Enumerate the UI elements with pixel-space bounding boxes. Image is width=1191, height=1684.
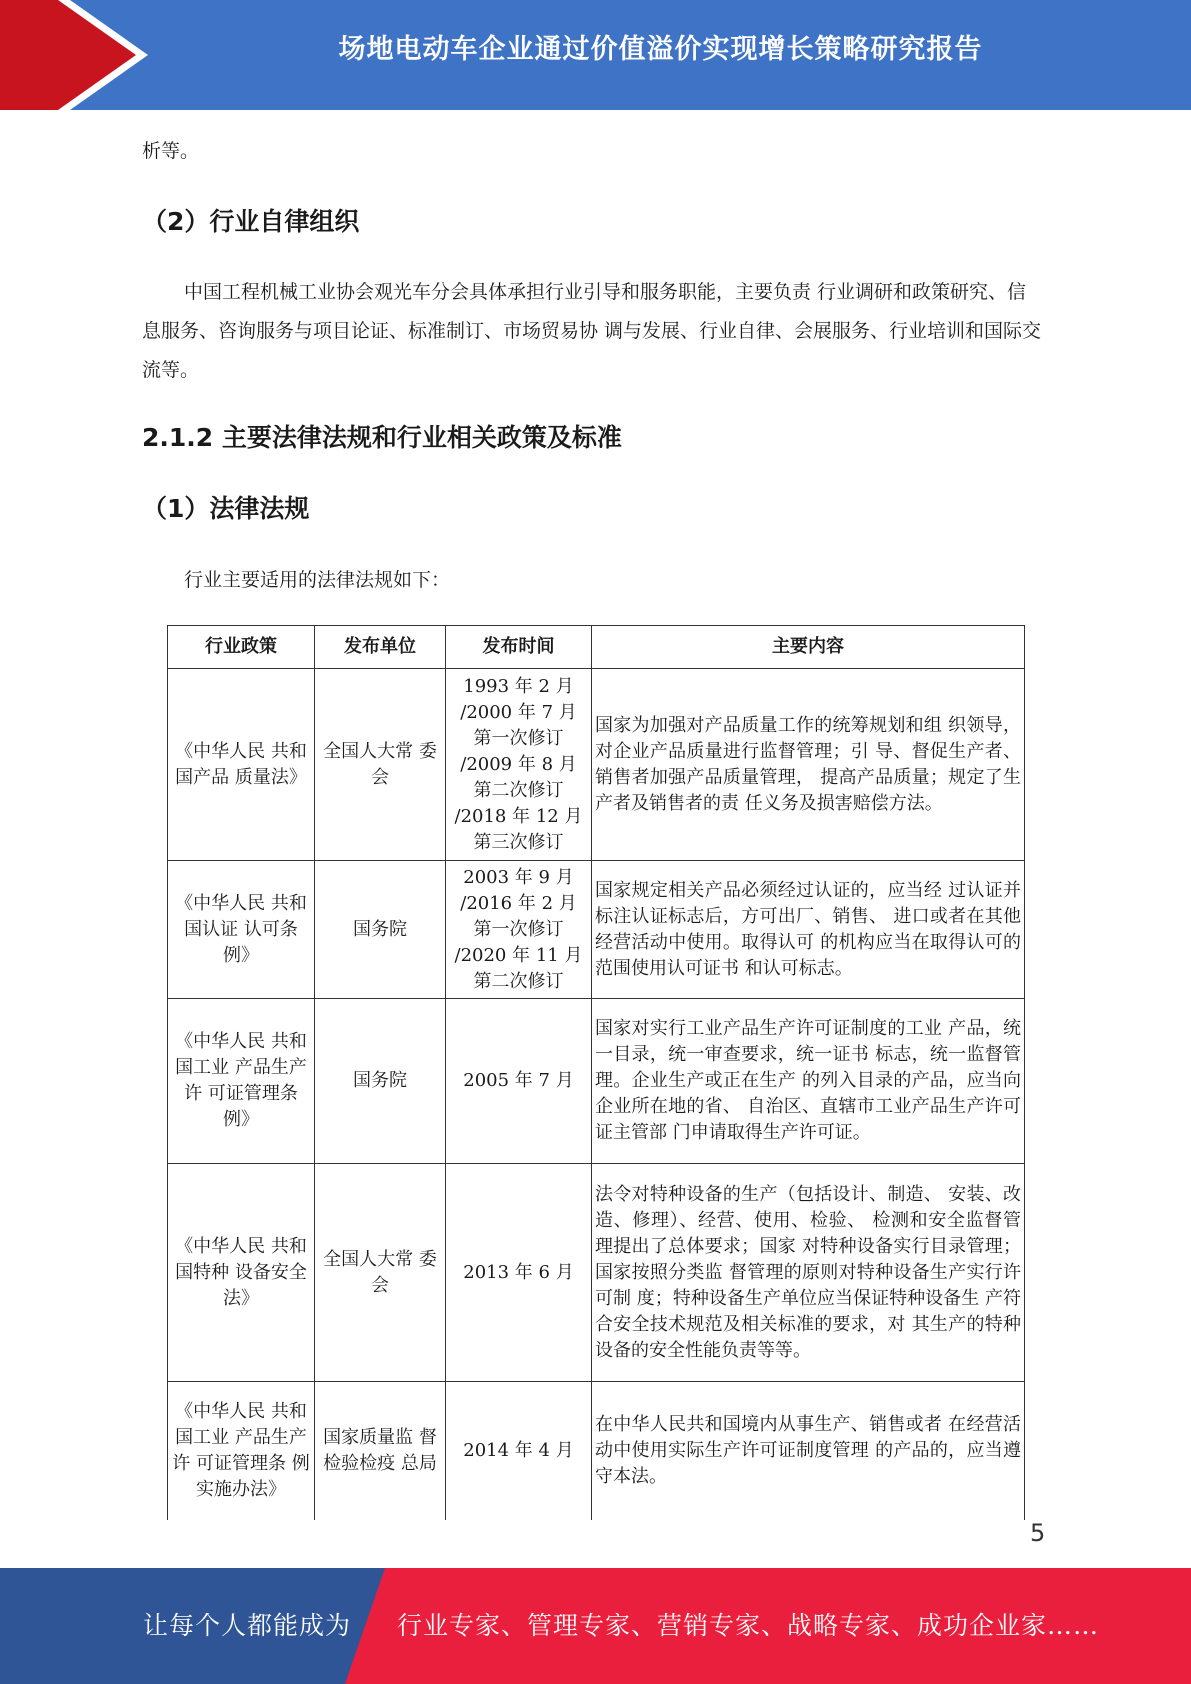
cell-date: 2003 年 9 月 /2016 年 2 月 第一次修订 /2020 年 11 月 第二次修订 <box>446 861 592 999</box>
cell-content: 国家对实行工业产品生产许可证制度的工业 产品，统一目录，统一审查要求，统一证书 标志，统一监督管理。企业生产或正在生产 的列入目录的产品，应当向企业所在地的省、 自治区、直辖市工业产品生产许可证主管部 门申请取得生产许可证。 <box>592 999 1025 1164</box>
heading-self-regulation: （2）行业自律组织 <box>142 207 360 236</box>
self-regulation-paragraph: 中国工程机械工业协会观光车分会具体承担行业引导和服务职能，主要负责 行业调研和政策研究、信息服务、咨询服务与项目论证、标准制订、市场贸易协 调与发展、行业自律、会展服务、行业培训和国际交流等。 <box>142 281 1042 381</box>
cell-date: 2005 年 7 月 <box>446 999 592 1164</box>
footer-slogan-left: 让每个人都能成为 <box>143 1611 352 1640</box>
cell-issuer: 国务院 <box>315 999 446 1164</box>
table-row <box>168 999 1025 1164</box>
cell-issuer: 全国人大常 委会 <box>315 1164 446 1382</box>
page-number: 5 <box>1030 1519 1046 1547</box>
intro-tail-text: 析等。 <box>142 140 200 162</box>
cell-issuer: 国家质量监 督检验检疫 总局 <box>315 1382 446 1520</box>
cell-content: 国家为加强对产品质量工作的统筹规划和组 织领导，对企业产品质量进行监督管理；引 导、督促生产者、销售者加强产品质量管理， 提高产品质量；规定了生产者及销售者的责 任义务及损害赔偿方法。 <box>592 669 1025 861</box>
cell-date: 2014 年 4 月 <box>446 1382 592 1520</box>
table-row <box>168 1382 1025 1520</box>
cell-policy: 《中华人民 共和国工业 产品生产许 可证管理条 例》 <box>168 999 315 1164</box>
cell-content: 国家规定相关产品必须经过认证的，应当经 过认证并标注认证标志后，方可出厂、销售、 进口或者在其他经营活动中使用。取得认可 的机构应当在取得认可的范围使用认可证书 和认可标志。 <box>592 861 1025 999</box>
column-header-content: 主要内容 <box>592 626 1025 669</box>
cell-date: 1993 年 2 月 /2000 年 7 月 第一次修订 /2009 年 8 月 第二次修订 /2018 年 12 月 第三次修订 <box>446 669 592 861</box>
table-row <box>168 669 1025 861</box>
cell-issuer: 全国人大常 委会 <box>315 669 446 861</box>
laws-intro-text: 行业主要适用的法律法规如下： <box>184 569 451 591</box>
table-row <box>168 1164 1025 1382</box>
cell-content: 法令对特种设备的生产（包括设计、制造、 安装、改造、修理）、经营、使用、检验、 检测和安全监督管理提出了总体要求；国家 对特种设备实行目录管理；国家按照分类监 督管理的原则对特种设备生产实行许可制 度；特种设备生产单位应当保证特种设备生 产符合安全技术规范及相关标准的要求，对 其生产的特种设备的安全性能负责等等。 <box>592 1164 1025 1382</box>
column-header-policy: 行业政策 <box>168 626 315 669</box>
column-header-issuer: 发布单位 <box>315 626 446 669</box>
cell-date: 2013 年 6 月 <box>446 1164 592 1382</box>
cell-policy: 《中华人民 共和国工业 产品生产许 可证管理条 例实施办法》 <box>168 1382 315 1520</box>
table-header-row <box>168 626 1025 669</box>
chevron-logo-icon <box>0 0 160 110</box>
cell-policy: 《中华人民 共和国产品 质量法》 <box>168 669 315 861</box>
column-header-date: 发布时间 <box>446 626 592 669</box>
page-footer <box>0 1568 1191 1684</box>
footer-slogan-right: 行业专家、管理专家、营销专家、战略专家、成功企业家…… <box>397 1611 1100 1640</box>
cell-policy: 《中华人民 共和国认证 认可条例》 <box>168 861 315 999</box>
cell-content: 在中华人民共和国境内从事生产、销售或者 在经营活动中使用实际生产许可证制度管理 的产品的，应当遵守本法。 <box>592 1382 1025 1520</box>
cell-policy: 《中华人民 共和国特种 设备安全法》 <box>168 1164 315 1382</box>
page-header <box>0 0 1191 110</box>
cell-issuer: 国务院 <box>315 861 446 999</box>
report-title: 场地电动车企业通过价值溢价实现增长策略研究报告 <box>338 34 983 65</box>
laws-table <box>167 625 1025 1520</box>
table-row <box>168 861 1025 999</box>
section-heading-2-1-2: 2.1.2 主要法律法规和行业相关政策及标准 <box>142 423 622 452</box>
heading-laws: （1）法律法规 <box>142 494 310 523</box>
